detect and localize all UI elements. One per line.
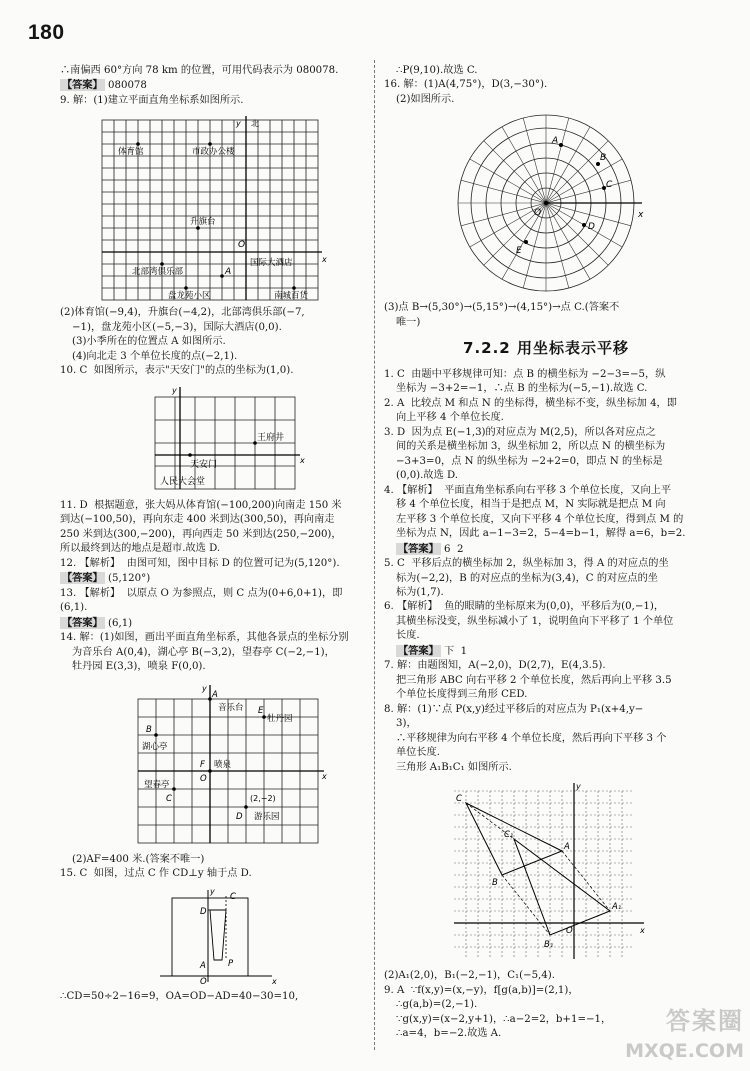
text-line: (2)A₁(2,0)，B₁(−2,−1)，C₁(−5,4). xyxy=(384,970,555,982)
left-column xyxy=(60,64,368,1004)
answer-tag: 【答案】 xyxy=(62,79,103,92)
text-line: 7. 解：由题图知，A(−2,0)，D(2,7)，E(4,3.5). xyxy=(384,660,606,672)
svg-text:A: A xyxy=(552,136,559,147)
text-line: 移 4 个单位长度，相当于是把点 M，N 实际就是把点 M 向 xyxy=(396,499,666,511)
label-hotel: 国际大酒店 xyxy=(250,258,293,269)
text-line: 坐标为 −3+2=−1，∴点 B 的坐标为(−5,−1).故选 C. xyxy=(396,383,648,395)
label-south-mall: 南城百货 xyxy=(274,291,309,302)
text-line: 个单位长度得到三角形 CED. xyxy=(396,689,528,701)
svg-text:F: F xyxy=(200,759,205,770)
north-label: 北 xyxy=(251,119,259,129)
figure-10-grid xyxy=(60,383,368,495)
text-line: 9. 解：(1)建立平面直角坐标系如图所示. xyxy=(60,94,244,106)
text-line: −3+3=0，点 N 的纵坐标为 −2+2=0，即点 N 的坐标是 xyxy=(396,455,663,467)
text-line: 所以最终到达的地点是超市.故选 D. xyxy=(60,543,221,555)
svg-text:B: B xyxy=(146,724,152,735)
text-line: 3)， xyxy=(396,718,417,730)
text-line: (0,0).故选 D. xyxy=(396,470,459,482)
text-line: 向上平移 4 个单位长度. xyxy=(396,412,504,424)
svg-text:A: A xyxy=(564,842,570,853)
svg-text:y: y xyxy=(576,782,581,792)
text-line: ∴a=4，b=−2.故选 A. xyxy=(396,1028,502,1040)
label-amusement-park: 游乐园 xyxy=(254,811,280,822)
answer-line: 【答案】 下 1 xyxy=(398,644,468,657)
text-line: (4)向北走 3 个单位长度的点(−2,1). xyxy=(72,350,238,362)
text-line: (3)小季所在的位置点 A 如图所示. xyxy=(72,336,226,348)
text-line: 15. C 如图，过点 C 作 CD⊥y 轴于点 D. xyxy=(60,868,252,880)
svg-text:x: x xyxy=(300,455,305,465)
svg-text:y: y xyxy=(236,119,241,129)
svg-text:y: y xyxy=(172,385,177,395)
text-line: (3)点 B→(5,30°)→(5,15°)→(4,15°)→点 C.(答案不 xyxy=(384,302,620,314)
right-column xyxy=(384,64,708,1042)
text-line: 把三角形 ABC 向右平移 2 个单位长度，然后再向上平移 3.5 xyxy=(396,674,672,686)
text-line: (2)如图所示. xyxy=(396,93,455,105)
text-line: 牡丹园 E(3,3)，喷泉 F(0,0). xyxy=(72,661,206,673)
text-line: 14. 解：(1)如图，画出平面直角坐标系，其他各景点的坐标分别 xyxy=(60,632,349,644)
text-line: 2. A 比较点 M 和点 N 的坐标得，横坐标不变，纵坐标加 4，即 xyxy=(384,397,677,409)
label-beibu-club: 北部湾俱乐部 xyxy=(132,267,184,278)
svg-text:A: A xyxy=(212,689,218,700)
section-title: 7.2.2 用坐标表示平移 xyxy=(463,339,629,358)
svg-text:y: y xyxy=(202,683,207,693)
answer-line: 【答案】 6 2 xyxy=(398,542,464,555)
svg-text:y: y xyxy=(210,886,215,896)
svg-text:P: P xyxy=(228,958,234,969)
text-line: 1. C 由题中平移规律可知：点 B 的横坐标为 −2−3=−5，纵 xyxy=(384,368,666,380)
text-line: 标为(1,7). xyxy=(396,586,444,598)
answer-line: 【答案】 080078 xyxy=(62,79,147,92)
figure-15-diagram xyxy=(60,886,368,986)
text-line: 6. 【解析】 鱼的眼睛的坐标原来为(0,0)，平移后为(0,−1)， xyxy=(384,601,665,613)
text-line: (2)AF=400 米.(答案不唯一) xyxy=(72,853,205,865)
svg-text:O: O xyxy=(200,976,207,986)
label-lake-pavilion: 湖心亭 xyxy=(142,741,168,752)
label-music-stage: 音乐台 xyxy=(218,702,244,713)
answer-line: 【答案】 (6,1) xyxy=(62,616,133,629)
label-panlong-estate: 盘龙苑小区 xyxy=(168,291,211,302)
svg-text:D: D xyxy=(588,222,595,233)
text-line: 12. 【解析】 由图可知，图中目标 D 的位置可记为(5,120°). xyxy=(60,557,340,569)
text-line: 单位长度. xyxy=(396,747,440,759)
svg-text:D: D xyxy=(236,811,243,822)
svg-text:E: E xyxy=(516,246,522,257)
label-flag-platform: 升旗台 xyxy=(190,217,216,228)
text-line: −1)，盘龙苑小区(−5,−3)，国际大酒店(0,0). xyxy=(72,321,282,333)
svg-text:C: C xyxy=(166,793,172,804)
watermark-logo-text: 答案圈 xyxy=(666,1006,744,1035)
text-line: ∵g(x,y)=(x−2,y+1)，∴a−2=2，b+1=−1， xyxy=(396,1013,612,1025)
svg-text:C₁: C₁ xyxy=(504,830,514,841)
text-line: 长度. xyxy=(396,630,420,642)
label-peony-garden: 牡丹园 xyxy=(267,713,293,724)
label-great-hall: 人民大会堂 xyxy=(160,476,206,487)
figure-9-map xyxy=(60,112,368,302)
text-line: 4. 【解析】 平面直角坐标系向右平移 3 个单位长度，又向上平 xyxy=(384,484,672,496)
page-number: 180 xyxy=(28,21,65,44)
svg-text:C: C xyxy=(456,794,462,805)
text-line: 3. D 因为点 E(−1,3)的对应点为 M(2,5)，所以各对应点之 xyxy=(384,426,656,438)
label-tiananmen: 天安门 xyxy=(190,459,218,470)
text-line: 坐标为点 N，因此 a−1−3=2，5−4=b−1，解得 a=6，b=2. xyxy=(396,528,686,540)
watermark-url: MXQE.COM xyxy=(625,1040,744,1063)
polar-figure xyxy=(384,111,708,297)
svg-text:x: x xyxy=(322,255,327,265)
text-line: 其横坐标没变，纵坐标减小了 1，说明鱼向下平移了 1 个单位 xyxy=(396,615,674,627)
svg-text:A: A xyxy=(225,267,232,278)
svg-text:D: D xyxy=(200,906,207,917)
svg-text:O: O xyxy=(238,240,246,251)
text-line: ∴平移规律为向右平移 4 个单位长度，然后再向下平移 3 个 xyxy=(396,732,667,744)
figure-14-grid xyxy=(60,679,368,849)
label-wangchun-pavilion: 望春亭 xyxy=(144,779,170,790)
svg-text:C: C xyxy=(230,891,236,902)
text-line: 5. C 平移后点的横坐标加 2，纵坐标加 3，得 A 的对应点的坐 xyxy=(384,558,669,570)
label-city-office: 市政办公楼 xyxy=(192,147,235,158)
text-line: 8. 解：(1)∵点 P(x,y)经过平移后的对应点为 P₁(x+4,y− xyxy=(384,703,644,715)
text-line: 标为(−2,2)，B 的对应点的坐标为(3,4)，C 的对应点的坐 xyxy=(396,572,658,584)
text-line: ∴南偏西 60°方向 78 km 的位置，可用代码表示为 080078. xyxy=(60,65,339,76)
watermark xyxy=(625,1004,744,1065)
svg-text:x: x xyxy=(640,926,645,936)
svg-text:x: x xyxy=(272,976,277,986)
translation-grid-figure xyxy=(384,779,708,965)
text-line: 左平移 3 个单位长度，又向下平移 4 个单位长度，得到点 M 的 xyxy=(396,513,684,525)
text-line: ∴CD=50÷2−16=9，OA=OD−AD=40−30=10, xyxy=(60,990,299,1002)
svg-text:O: O xyxy=(566,926,573,937)
text-line: 为音乐台 A(0,4)，湖心亭 B(−3,2)，望春亭 C(−2,−1)， xyxy=(72,646,335,658)
svg-text:B: B xyxy=(600,153,607,164)
column-divider xyxy=(374,60,375,1050)
text-line: (2)体育馆(−9,4)，升旗台(−4,2)，北部湾俱乐部(−7, xyxy=(60,307,305,319)
svg-text:A: A xyxy=(200,960,206,971)
svg-text:x: x xyxy=(322,771,327,781)
label-fountain: 喷泉 xyxy=(214,759,232,770)
svg-text:O: O xyxy=(534,208,542,219)
svg-text:B: B xyxy=(492,878,498,889)
text-line: ∴g(a,b)=(2,−1). xyxy=(396,999,478,1011)
text-line: 16. 解：(1)A(4,75°)，D(3,−30°). xyxy=(384,79,548,91)
svg-text:A₁: A₁ xyxy=(612,902,622,913)
svg-text:x: x xyxy=(638,210,644,221)
svg-text:C: C xyxy=(606,180,613,191)
text-line: ∴P(9,10).故选 C. xyxy=(396,65,478,76)
text-line: 250 米到达(300,−200)，再向西走 50 米到达(250,−200)， xyxy=(60,528,342,540)
svg-text:E: E xyxy=(258,705,264,716)
label-wangfujing: 王府井 xyxy=(257,432,285,443)
text-line: 10. C 如图所示，表示"天安门"的点的坐标为(1,0). xyxy=(60,365,294,377)
svg-text:B₁: B₁ xyxy=(544,940,554,951)
text-line: 唯一) xyxy=(396,316,421,328)
text-line: 9. A ∵f(x,y)=(x,−y)，f[g(a,b)]=(2,1)， xyxy=(384,984,579,996)
svg-text:O: O xyxy=(200,773,207,784)
coordinate-note: (2,−2) xyxy=(250,793,276,803)
text-line: 到达(−100,50)，再向东走 400 米到达(300,50)，再向南走 xyxy=(60,514,335,526)
text-line: 11. D 根据题意，张大妈从体育馆(−100,200)向南走 150 米 xyxy=(60,499,342,511)
text-line: 间的关系是横坐标加 3，纵坐标加 2，所以点 N 的横坐标为 xyxy=(396,441,666,453)
text-line: 三角形 A₁B₁C₁ 如图所示. xyxy=(396,761,512,773)
label-gym: 体育馆 xyxy=(118,147,144,158)
answer-line: 【答案】 (5,120°) xyxy=(62,572,151,585)
text-line: 13. 【解析】 以原点 O 为参照点，则 C 点为(0+6,0+1)，即(6,1). xyxy=(60,587,343,614)
